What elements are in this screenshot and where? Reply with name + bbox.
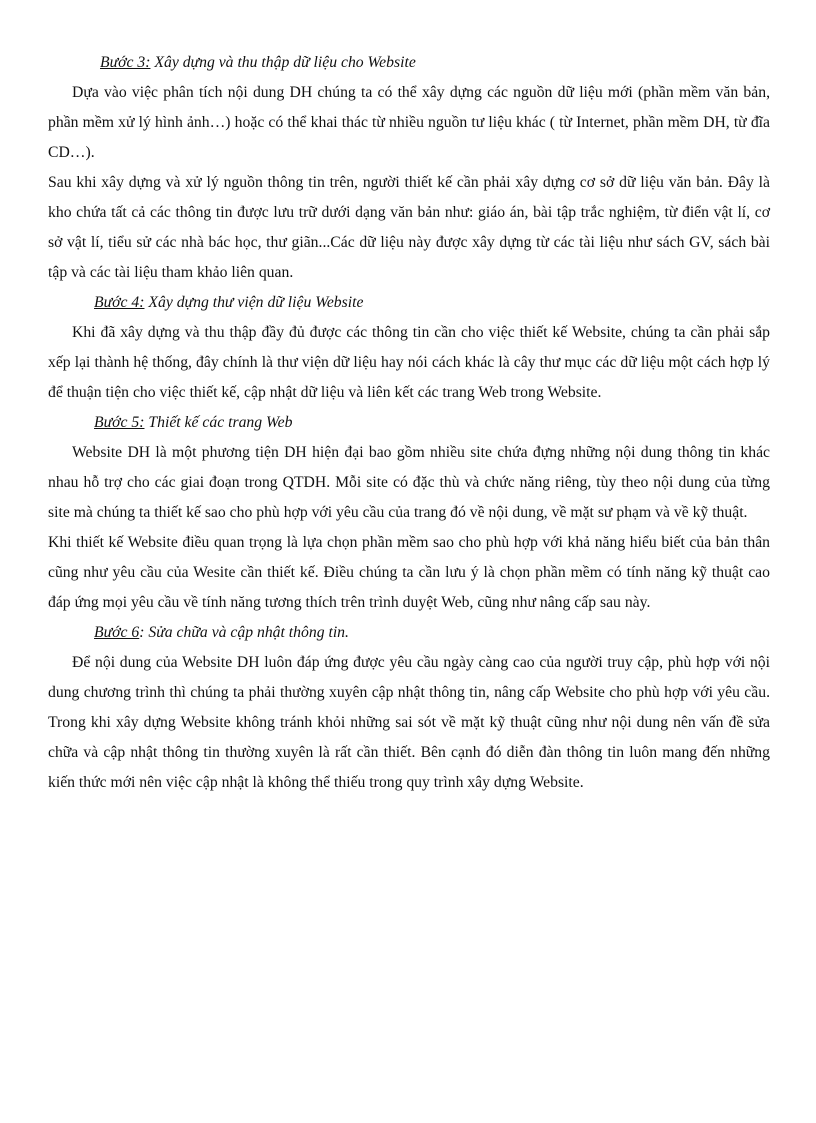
- step-4-paragraph-1: Khi đã xây dựng và thu thập đầy đủ được các thông tin cần cho việc thiết kế Website, chúng ta cần phải sắp xếp lại thành hệ thống, đây chính là thư viện dữ liệu hay nói cách khác là cây thư mục các dữ liệu một cách hợp lý để thuận tiện cho việc thiết kế, cập nhật dữ liệu và liên kết các trang Web trong Website.: [48, 324, 770, 401]
- step-5-paragraph-2: Khi thiết kế Website điều quan trọng là lựa chọn phần mềm sao cho phù hợp với khả năng hiểu biết của bản thân cũng như yêu cầu của Wesite cần thiết kế. Điều chúng ta cần lưu ý là chọn phần mềm có tính năng kỹ thuật cao đáp ứng mọi yêu cầu về tính năng tương thích trên trình duyệt Web, cũng như nâng cấp sau này.: [48, 534, 770, 611]
- step-4-label: Bước 4:: [94, 294, 145, 311]
- step-4-heading: [48, 288, 770, 318]
- step-6-paragraph-1: Để nội dung của Website DH luôn đáp ứng được yêu cầu ngày càng cao của người truy cập, phù hợp với nội dung chương trình thì chúng ta phải thường xuyên cập nhật thông tin, nâng cấp Website cho phù hợp với yêu cầu. Trong khi xây dựng Website không tránh khỏi những sai sót về mặt kỹ thuật cũng như nội dung nên vấn đề sửa chữa và cập nhật thông tin thường xuyên là rất cần thiết. Bên cạnh đó diễn đàn thông tin luôn mang đến những kiến thức mới nên việc cập nhật là không thể thiếu trong quy trình xây dựng Website.: [48, 654, 770, 791]
- step-5-paragraph-1: Website DH là một phương tiện DH hiện đại bao gồm nhiều site chứa đựng những nội dung thông tin khác nhau hỗ trợ cho các giai đoạn trong QTDH. Mỗi site có đặc thù và chức năng riêng, tùy theo nội dung của từng site mà chúng ta thiết kế sao cho phù hợp với yêu cầu của trang đó về nội dung, về mặt sư phạm và về kỹ thuật.: [48, 444, 770, 521]
- document-page: [48, 48, 770, 798]
- step-5-heading: [48, 408, 770, 438]
- step-5-label: Bước 5:: [94, 414, 145, 431]
- step-3-heading: [48, 48, 770, 78]
- step-4-title: Xây dựng thư viện dữ liệu Website: [144, 294, 364, 311]
- step-3-label: Bước 3:: [100, 54, 151, 71]
- step-6-title: : Sửa chữa và cập nhật thông tin.: [139, 624, 349, 641]
- step-6-heading: [48, 618, 770, 648]
- step-3-title: Xây dựng và thu thập dữ liệu cho Website: [150, 54, 416, 71]
- step-6-label: Bước 6: [94, 624, 140, 641]
- step-3-paragraph-2: Sau khi xây dựng và xử lý nguồn thông tin trên, người thiết kế cần phải xây dựng cơ sở dữ liệu văn bản. Đây là kho chứa tất cả các thông tin được lưu trữ dưới dạng văn bản như: giáo án, bài tập trắc nghiệm, từ điển vật lí, cơ sở vật lí, tiểu sử các nhà bác học, thư giãn...Các dữ liệu này được xây dựng từ các tài liệu như sách GV, sách bài tập và các tài liệu tham khảo liên quan.: [48, 174, 770, 281]
- step-5-title: Thiết kế các trang Web: [144, 414, 293, 431]
- step-3-paragraph-1: Dựa vào việc phân tích nội dung DH chúng ta có thể xây dựng các nguồn dữ liệu mới (phần mềm văn bản, phần mềm xử lý hình ảnh…) hoặc có thể khai thác từ nhiều nguồn tư liệu khác ( từ Internet, phần mềm DH, từ đĩa CD…).: [48, 84, 770, 161]
